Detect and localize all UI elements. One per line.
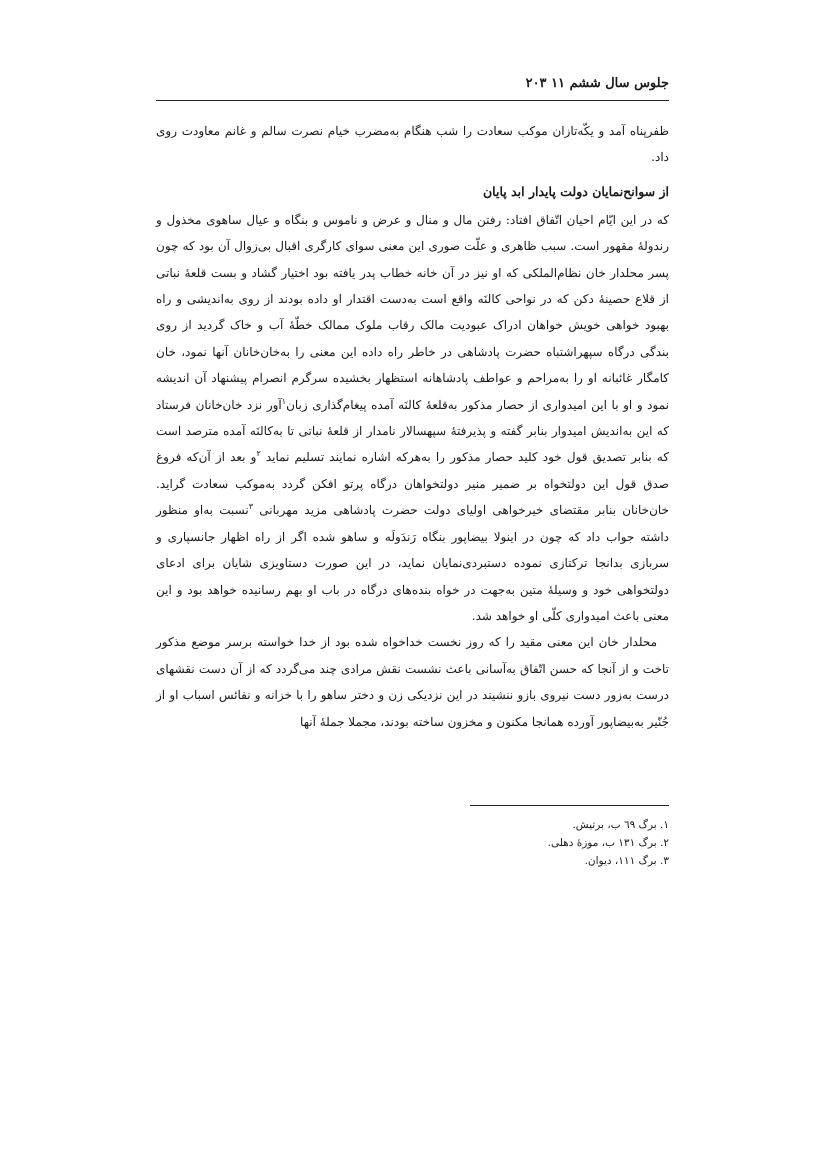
footnote-marker-3: ۳ (248, 502, 254, 512)
paragraph-2-part-d: نسبت به‌او منظور داشته جواب داد که چون در اینولا بیضاپور بنگاه رَندَولَه و ساهو شده اگر از راه اظهار جانسپاری و سربازی بدانجا ترکتازی نموده دستبردی‌نمایان نماید، در این صورت دستاویزی شایان برای ادعای دولتخواهی خود و وسیلهٔ متین به‌جهت در خواه بنده‌های درگاه در باب او بهم رسانیده خواهد بود و این معنی باعث امیدواری کلّی او خواهد شد. (156, 503, 669, 623)
paragraph-2-part-c: و بعد از آن‌که فروغ صدق قول این دولتخواه بر ضمیر منیر دولتخواهان درگاه پرتو افکن گردد به‌موکب سعادت گراید. خان‌خانان بنابر مقتضای خیرخواهی اولیای دولت حضرت پادشاهی مزید مهربانی (156, 450, 669, 518)
section-heading: از سوانح‌نمایان دولت پایدار ابد پایان (483, 183, 669, 199)
footnote-divider (470, 805, 669, 806)
running-header: جلوس سال ششم ۱۱ ۲۰۳ (525, 76, 669, 91)
main-text (156, 118, 669, 735)
footnotes (156, 816, 669, 870)
paragraph-1: ظفرپناه آمد و یکّه‌تازان موکب سعادت را شب هنگام به‌مضرب خیام نصرت سالم و غانم معاودت روی داد. (156, 124, 669, 165)
footnote-2: ۲. برگ ١٣١ ب، موزهٔ دهلی. (547, 837, 669, 849)
paragraph-2-part-a: که در این ایّام احیان اتّفاق افتاد: رفتن مال و منال و عرض و ناموس و بنگاه و عیال ساهوی مخذول و رندولهٔ مقهور است. سبب ظاهری و علّت صوری این معنی سوای کارگری اقبال بی‌زوال آن بود که چون پسر محلدار خان نظام‌الملکی که او نیز در آن خانه خطاب پدر یافته بود اختیار گشاد و بست قلعهٔ نباتی از قلاع حصینهٔ دکن که در نواحی کالنَه واقع است به‌دست اقتدار او داده بودند از روی به‌اندیشی و راه بهبود خواهی خویش خواهان ادراک عبودیت مالک رقاب ملوک ممالک خطّهٔ آب و خاک گردید از روی بندگی درگاه سپهراشتباه حضرت پادشاهی در خاطر راه داده این معنی را به‌خان‌خانان آنها نمود، خان کامگار غائبانه او را به‌مراحم و عواطف پادشاهانه استظهار بخشیده سرگرم انصرام پیشنهاد آن اندیشه نمود و او با این امیدواری از حصار مذکور به‌قلعهٔ کالنَه آمده پیغام‌گذاری زبان (156, 212, 670, 412)
paragraph-2 (156, 207, 669, 630)
paragraph-2-part-b: آور نزد خان‌خانان فرستاد که این به‌اندیش امیدوار بنابر گفته و پذیرفتهٔ سپهسالار نامدار از قلعهٔ نباتی تا به‌کالنَه آمده مترصد است که بنابر تصدیق قول خود کلید حصار مذکور را به‌هرکه اشاره نمایند تسلیم نماید (156, 397, 669, 465)
footnote-marker-1: ۱ (281, 396, 287, 406)
header-divider (156, 100, 669, 101)
paragraph-3: محلدار خان این معنی مقید را که روز نخست خداخواه شده بود از خدا خواسته برسر موضع مذکور تاخت و از آنجا که حسن اتّفاق به‌آسانی باعث نشست نقش مرادی چند می‌گردد که از آن دست نقشهای درست به‌زور دست نیروی بازو ننشیند در این نزدیکی زن و دختر ساهو را با خزانه و نفائس اسباب او از جُنّیر به‌بیضاپور آورده همانجا مکنون و مخزون ساخته بودند، مجملا جملهٔ آنها (156, 635, 669, 729)
footnote-1: ۱. برگ ٦٩ ب، برتیش. (572, 819, 669, 831)
footnote-3: ۳. برگ ١١١، دیوان. (584, 855, 669, 867)
footnote-marker-2: ۲ (256, 449, 261, 459)
